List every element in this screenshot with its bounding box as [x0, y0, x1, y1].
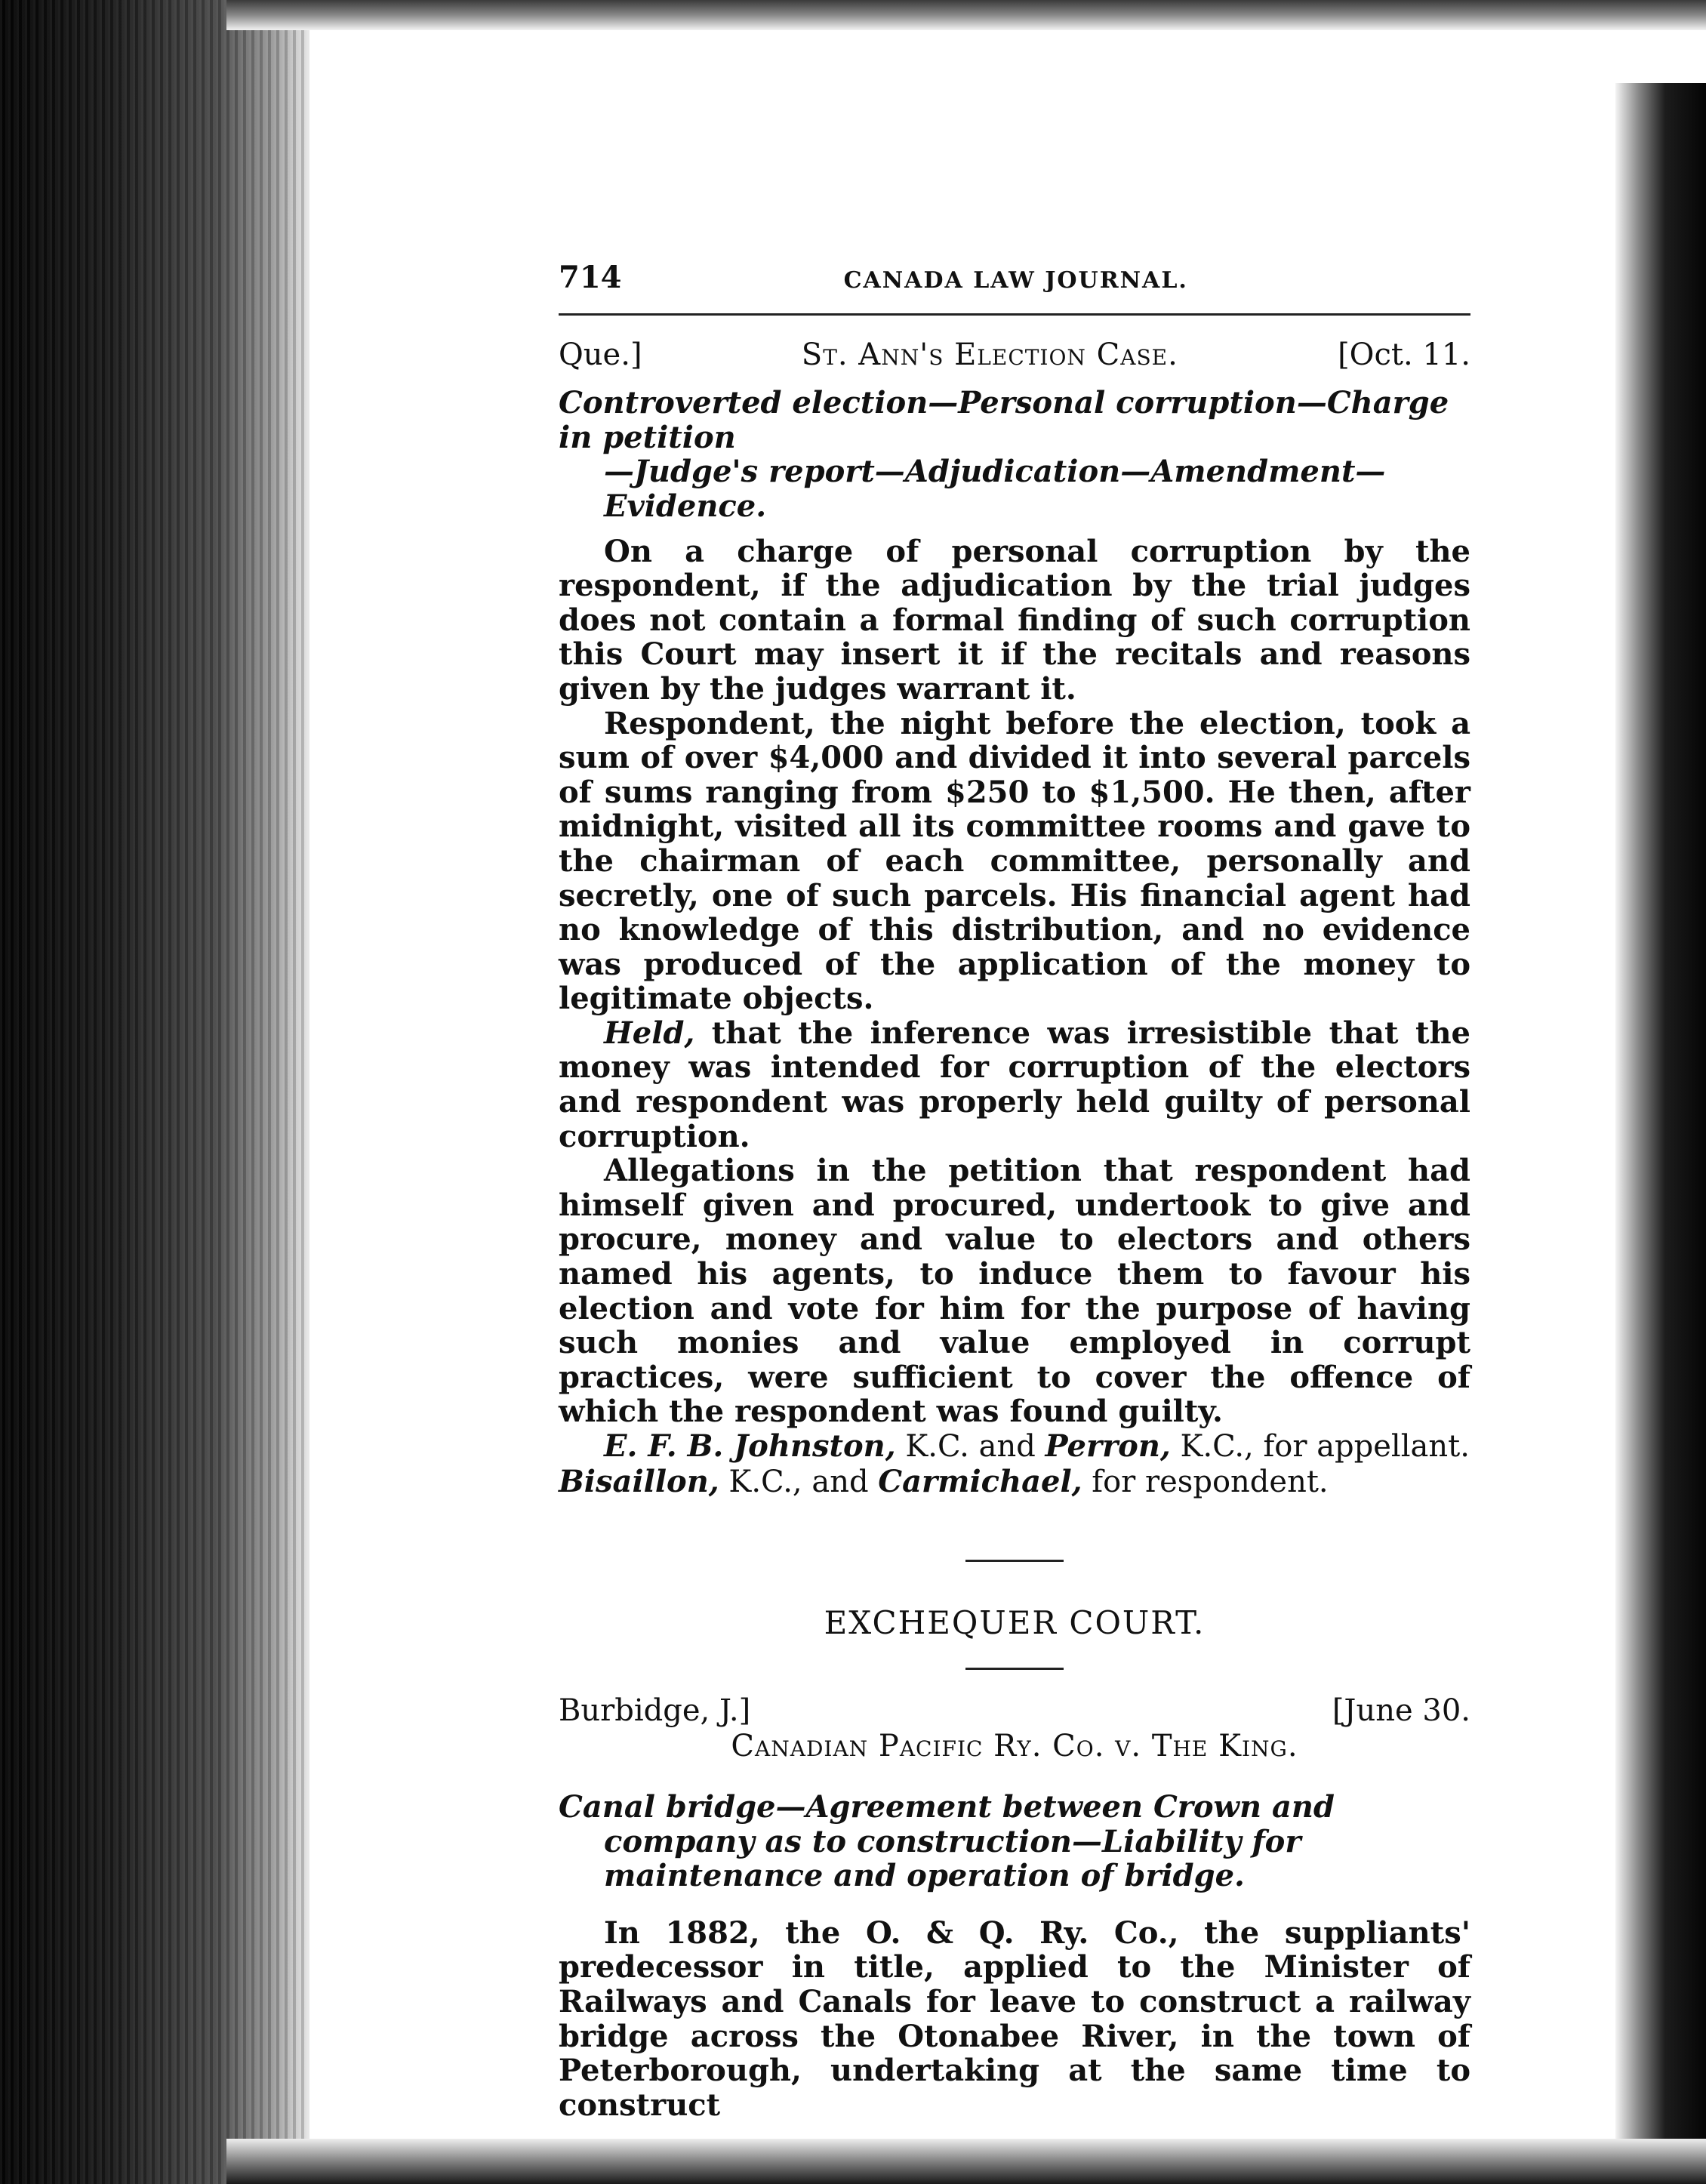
held-label: Held,: [604, 1015, 695, 1051]
judge-name: Burbidge, J.]: [559, 1693, 751, 1728]
court-heading: EXCHEQUER COURT.: [824, 1604, 1206, 1642]
scan-right-edge: [1615, 83, 1706, 2184]
headnote-line-2: —Judge's report—Adjudication—Amendment—Evidence.: [604, 454, 1386, 524]
counsel-name: Bisaillon,: [559, 1463, 719, 1499]
headnote-line-1: Controverted election—Personal corruption—Charge in petition: [559, 385, 1449, 455]
document-page: [559, 260, 1470, 2122]
counsel-text: K.C., and: [719, 1464, 879, 1499]
counsel-name: Carmichael,: [878, 1463, 1082, 1499]
section-divider: [965, 1668, 1064, 1670]
case-heading-cpr: [559, 1694, 1470, 1729]
case-title: St. Ann's Election Case.: [801, 337, 1178, 372]
case-title: Canadian Pacific Ry. Co. v. The King.: [731, 1729, 1298, 1764]
case-date: [Oct. 11.: [1338, 337, 1470, 372]
scan-bottom-edge: [226, 2139, 1706, 2184]
journal-title: CANADA LAW JOURNAL.: [843, 267, 1188, 294]
section-divider: [965, 1560, 1064, 1562]
paragraph: Respondent, the night before the election, took a sum of over $4,000 and divided it into several parcels of sums ranging from $250 to $1,500. He then, after midnight, visited all its committee rooms and gave to the chairman of each committee, personally and secretly, one of such parcels. His financial agent had no knowledge of this distribution, and no evidence was produced of the application of the money to legitimate objects.: [559, 705, 1470, 1017]
running-head: [559, 260, 1470, 316]
paragraph: On a charge of personal corruption by the respondent, if the adjudication by the trial judges does not contain a formal finding of such corruption this Court may insert it if the recitals and reasons given by the judges warrant it.: [559, 533, 1470, 707]
paragraph: Allegations in the petition that respondent had himself given and procured, undertook to give and procure, money and value to electors and others named his agents, to induce them to favour his election and vote for him for the purpose of having such monies and value employed in corrupt practices, were sufficient to cover the offence of which the respondent was found guilty.: [559, 1153, 1470, 1430]
court-prefix: Que.]: [559, 337, 642, 372]
book-gutter-texture: [0, 0, 309, 2184]
headnote: [559, 386, 1470, 523]
counsel-name: E. F. B. Johnston,: [604, 1428, 896, 1464]
counsel-name: Perron,: [1045, 1428, 1171, 1464]
scan-top-edge: [226, 0, 1706, 30]
case-heading-st-ann: [559, 338, 1470, 373]
counsel-appellant: [559, 1429, 1470, 1465]
headnote: Canal bridge—Agreement between Crown and company as to construction—Liability for maintenance and operation of bridge.: [559, 1788, 1335, 1894]
paragraph: In 1882, the O. & Q. Ry. Co., the suppliants' predecessor in title, applied to the Minister of Railways and Canals for leave to construct a railway bridge across the Otonabee River, in the town of Peterborough, undertaking at the same time to construct: [559, 1914, 1470, 2123]
held-text: that the inference was irresistible that the money was intended for corruption of the electors and respondent was properly held guilty of personal corruption.: [559, 1015, 1470, 1154]
counsel-text: K.C., for appellant.: [1170, 1429, 1470, 1464]
paragraph-held: [559, 1016, 1470, 1154]
page-number: 714: [559, 260, 622, 295]
counsel-text: for respondent.: [1082, 1464, 1329, 1499]
counsel-text: K.C. and: [895, 1429, 1045, 1464]
counsel-respondent: [559, 1465, 1470, 1500]
case-date: [June 30.: [1332, 1693, 1470, 1728]
